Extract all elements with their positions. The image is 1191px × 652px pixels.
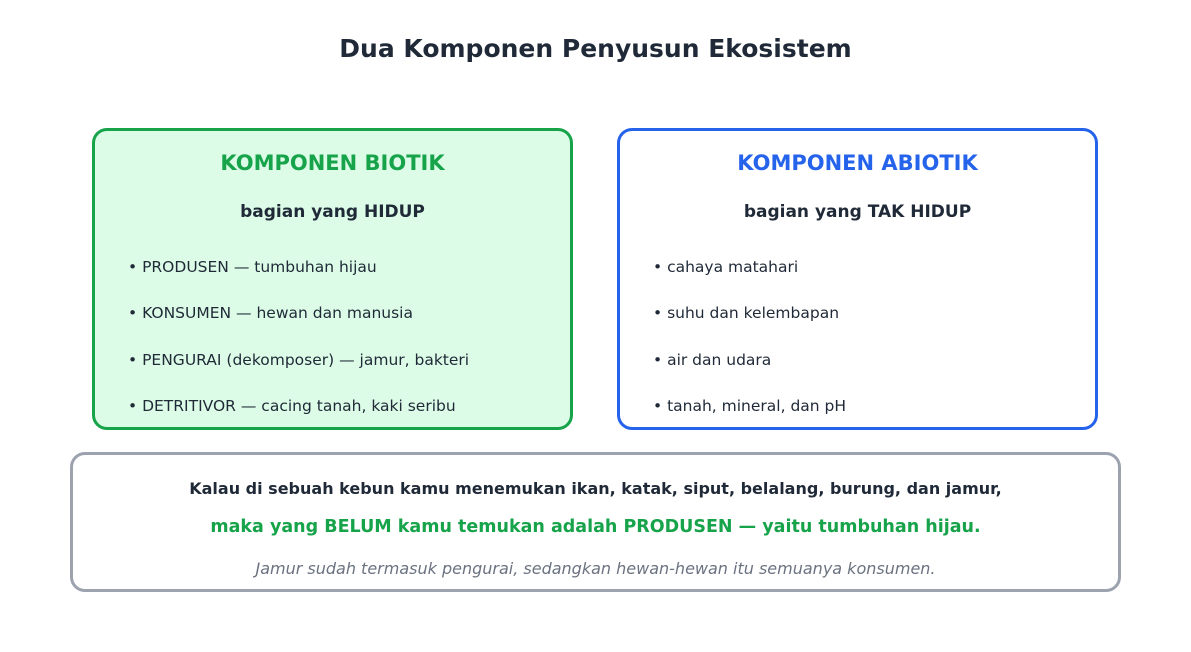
abiotik-list [653,258,846,443]
abiotik-item: • cahaya matahari [653,258,799,276]
abiotik-subheading: bagian yang TAK HIDUP [743,202,972,222]
abiotik-item: • tanah, mineral, dan pH [653,396,847,415]
biotik-list [128,258,469,443]
biotik-heading: KOMPONEN BIOTIK [220,151,445,175]
biotik-item: • PRODUSEN — tumbuhan hijau [128,258,377,276]
note-question: Kalau di sebuah kebun kamu menemukan ikan, katak, siput, belalang, burung, dan jamur, [189,479,1002,498]
biotik-item: • DETRITIVOR — cacing tanah, kaki seribu [128,396,456,415]
abiotik-card [617,128,1098,430]
biotik-item: • KONSUMEN — hewan dan manusia [128,304,413,323]
biotik-subheading: bagian yang HIDUP [240,202,425,222]
note-answer: maka yang BELUM kamu temukan adalah PRODUSEN — yaitu tumbuhan hijau. [210,517,981,537]
biotik-card [92,128,573,430]
note-explanation: Jamur sudah termasuk pengurai, sedangkan hewan-hewan itu semuanya konsumen. [255,559,936,578]
abiotik-item: • air dan udara [653,350,772,369]
abiotik-heading: KOMPONEN ABIOTIK [737,151,978,175]
biotik-item: • PENGURAI (dekomposer) — jamur, bakteri [128,350,470,369]
abiotik-item: • suhu dan kelembapan [653,304,840,323]
conclusion-note [70,452,1121,592]
page-title: Dua Komponen Penyusun Ekosistem [339,34,852,63]
